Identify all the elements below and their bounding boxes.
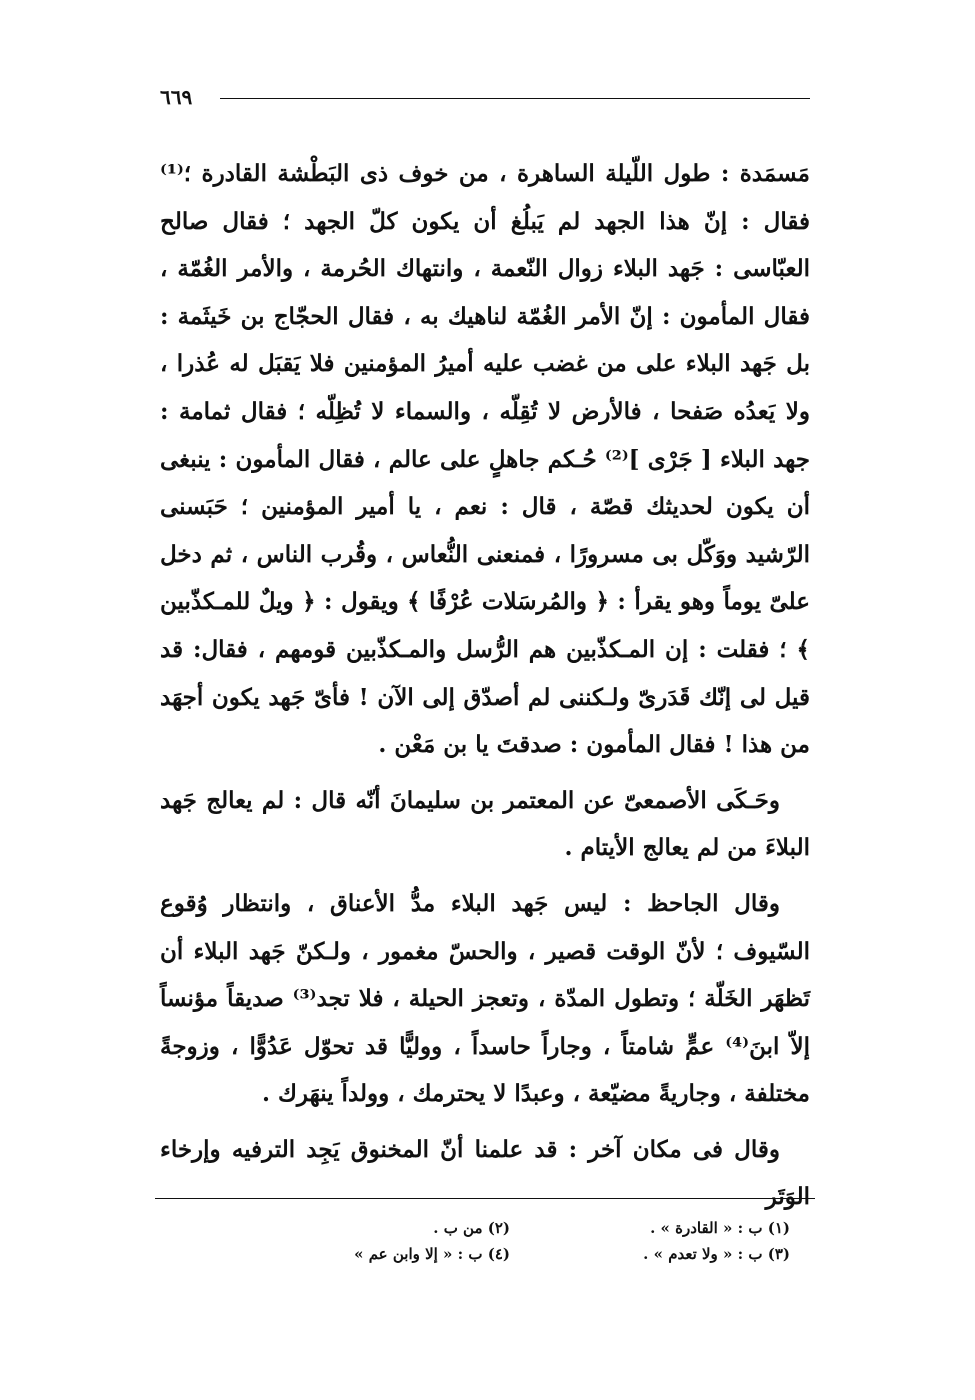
paragraph: وقال فى مكان آخر : قد علمنا أنّ المخنوق يَجِد الترفيه وإرخاء الوَتَر bbox=[160, 1135, 810, 1211]
footnotes bbox=[260, 1215, 790, 1267]
footnote-row bbox=[260, 1215, 790, 1241]
footnote: (٢) من ب . bbox=[433, 1219, 510, 1237]
page-header bbox=[160, 82, 810, 112]
header-rule bbox=[220, 98, 810, 99]
footnote: (٣) ب : « ولا تعدم » . bbox=[643, 1245, 790, 1263]
paragraph: وحَـكَى الأصمعىّ عن المعتمر بن سليمانَ أنّه قال : لم يعالج جَهد البلاءَ من لم يعالج الأيتام . bbox=[160, 786, 810, 862]
page-number: ٦٦٩ bbox=[160, 85, 193, 109]
paragraph: وقال الجاحظ : ليس جَهد البلاء مدُّ الأعناق ، وانتظار وُقوع السّيوف ؛ لأنّ الوقت قصير ، والحسّ مغمور ، ولـكنّ جَهد البلاء أن تَظهَر الخَلّة ؛ وتطول المدّة ، وتعجز الحيلة ، فلا تجد⁽³⁾ صديقاً مؤنساً إلاّ ابنَ⁽⁴⁾ عمٍّ شامتاً ، وجاراً حاسداً ، ووليًّا قد تحوّل عَدُوًّا ، وزوجةً مختلفة ، وجاريةً مضيّعة ، وعبدًا لا يحترمك ، وولداً ينهَرك . bbox=[160, 889, 810, 1108]
footnote-rule bbox=[155, 1198, 815, 1199]
paragraph: مَسمَدة : طول اللّيلة الساهرة ، من خوف ذى البَطْشة القادرة ؛⁽¹⁾ فقال : إنّ هذا الجهد لم يَبلُغ أن يكون كلّ الجهد ؛ فقال صالح العبّاسى : جَهد البلاء زوال النّعمة ، وانتهاك الحُرمة ، والأمر الغُمّة ، فقال المأمون : إنّ الأمر الغُمّة لناهيك به ، فقال الحجّاج بن خَيثَمة : بل جَهد البلاء على من غضب عليه أميرُ المؤمنين فلا يَقبَل له عُذرا ، ولا يَعدُه صَفحا ، فالأرض لا تُقِلّه ، والسماء لا تُظِلّه ؛ فقال ثمامة : جهد البلاء [ جَرْى ]⁽²⁾ حُـكم جاهلٍ على عالم ، فقال المأمون : ينبغى أن يكون لحديثك قصّة ، قال : نعم ، يا أمير المؤمنين ؛ حَبَسنى الرّشيد ووَكّل بى مسرورًا ، فمنعنى النُّعاس ، وقُرب الناس ، ثم دخل علىّ يوماً وهو يقرأ : ﴿ والمُرسَلات عُرْفًا ﴾ ويقول : ﴿ ويلٌ للمـكذّبين ﴾ ؛ فقلت : إن المـكذّبين هم الرُّسل والمـكذّبين قومهم ، فقال: قد قيل لى إنّك قَدَرىّ ولـكننى لم أصدّق إلى الآن ! فأىّ جَهد يكون أجهَد من هذا ! فقال المأمون : صدقتَ يا بن مَعْن . bbox=[160, 160, 811, 759]
footnote: (١) ب : « القادرة » . bbox=[650, 1219, 790, 1237]
footnote: (٤) ب : « إلا وابن عم » bbox=[354, 1245, 510, 1263]
body-text bbox=[160, 150, 810, 1229]
footnote-row bbox=[260, 1241, 790, 1267]
